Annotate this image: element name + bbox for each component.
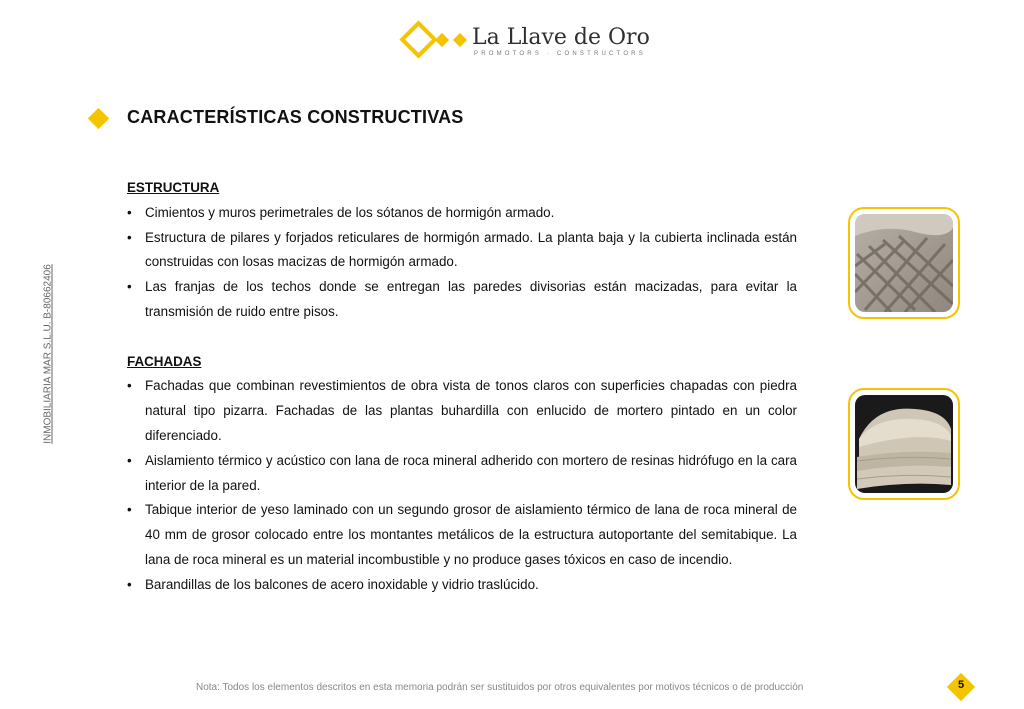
company-logo <box>400 22 650 62</box>
section-heading: ESTRUCTURA <box>127 180 220 195</box>
title-diamond-icon <box>88 108 109 129</box>
section-heading: FACHADAS <box>127 353 202 369</box>
section-fachadas <box>127 350 797 598</box>
side-company-id: INMOBILIARIA MAR S.L.U. B-80662406 <box>42 264 54 444</box>
list-item: • Fachadas que combinan revestimientos de obra vista de tonos claros con superficies chapadas con piedra natural tipo pizarra. Fachadas de las plantas buhardilla con enlucido de mortero pintado en un color diferenciado. <box>127 374 797 448</box>
list-item: • Aislamiento térmico y acústico con lana de roca mineral adherido con mortero de resinas hidrófugo en la cara interior de la pared. <box>127 449 797 499</box>
brand-tagline: PROMOTORS · CONSTRUCTORS <box>474 51 646 57</box>
bullet-list <box>127 374 797 597</box>
brand-name: La Llave de Oro <box>472 25 650 50</box>
footer-note: Nota: Todos los elementos descritos en esta memoria podrán ser sustituidos por otros equivalentes por motivos técnicos o de producción <box>196 682 804 693</box>
list-item: • Tabique interior de yeso laminado con un segundo grosor de aislamiento térmico de lana de roca mineral de 40 mm de grosor colocado entre los montantes metálicos de la estructura autoportante del semitabique. La lana de roca mineral es un material incombustible y no produce gases tóxicos en caso de incendio. <box>127 498 797 572</box>
content-body <box>127 176 797 598</box>
page-title: CARACTERÍSTICAS CONSTRUCTIVAS <box>127 107 464 127</box>
bullet-list <box>127 201 797 325</box>
list-item: • Barandillas de los balcones de acero inoxidable y vidrio traslúcido. <box>127 573 797 598</box>
mineral-wool-photo <box>848 388 960 500</box>
logo-diamond-outline-icon <box>399 20 437 58</box>
list-item: • Cimientos y muros perimetrales de los sótanos de hormigón armado. <box>127 201 797 226</box>
list-item: • Estructura de pilares y forjados reticulares de hormigón armado. La planta baja y la cubierta inclinada están construidas con losas macizas de hormigón armado. <box>127 226 797 276</box>
logo-diamond-icon <box>435 33 449 47</box>
list-item: • Las franjas de los techos donde se entregan las paredes divisorias están macizadas, para evitar la transmisión de ruido entre pisos. <box>127 275 797 325</box>
section-estructura <box>127 176 797 325</box>
logo-diamond-icon <box>453 33 467 47</box>
concrete-mesh-photo <box>848 207 960 319</box>
page-number: 5 <box>957 679 965 691</box>
